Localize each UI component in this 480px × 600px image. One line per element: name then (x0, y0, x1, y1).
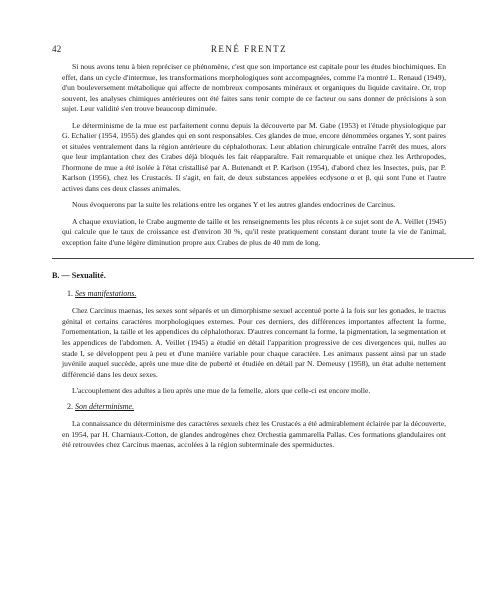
subsection-number: 1. (67, 288, 73, 298)
body-text (52, 62, 446, 451)
subsection-heading-2 (67, 402, 446, 413)
running-title: RENÉ FRENTZ (210, 44, 288, 54)
paragraph-growth: A chaque exuviation, le Crabe augmente de taille et les renseignements les plus récents à ce sujet sont de A. Veillet (1945) qui calcule que le taux de croissance est d'environ 30 %, qu'il reste pratiquement constant durant toute la vie de l'animal, exception faite d'une légère diminution propre aux Crabes de plus de 40 mm de long. (62, 216, 446, 247)
paragraph-endocrine-relations: Nous évoquerons par la suite les relations entre les organes Y et les autres glandes endocrines de Carcinus. (72, 200, 396, 210)
paragraph-sexual-dimorphism: Chez Carcinus maenas, les sexes sont séparés et un dimorphisme sexuel accentué porte à la fois sur les gonades, le tractus génital et certains caractères morphologiques externes. Pour ces derniers, des différences importantes affectent la forme, l'ornementation, la taille et les appendices du céphalothorax. D'autres concernant la forme, la pigmentation, la segmentation et les appendices de l'abdomen. A. Veillet (1945) a étudié en détail l'apparition progressive de ces divergences qui, nulles au stade I, se développent peu à peu et d'une manière variable pour chaque caractère. Les animaux passent ainsi par un stade juvénile auquel succède, après une mue dite de puberté et étudiée en détail par N. Demeusy (1958), un état adulte nettement différencié dans les deux sexes. (62, 306, 446, 379)
paragraph-androgenic-glands: La connaissance du déterminisme des caractères sexuels chez les Crustacés a été admirablement éclairée par la découverte, en 1954, par H. Charniaux-Cotton, de glandes androgènes chez Orchestia gammarella Pallas. Ces formations glandulaires ont été retrouvées chez Carcinus maenas, accolées à la région subterminale des spermiductes. (62, 419, 446, 450)
subsection-heading-1 (67, 289, 446, 300)
subsection-title: Ses manifestations. (75, 288, 137, 298)
section-heading: B. — Sexualité. (52, 271, 106, 281)
paragraph-mating: L'accouplement des adultes a lieu après une mue de la femelle, alors que celle-ci est encore molle. (72, 385, 371, 395)
paragraph-moult-importance: Si nous avons tenu à bien repréciser ce phénomène, c'est que son importance est capitale pour les études biochimiques. En effet, dans un cycle d'intermue, les transformations morphologiques sont accompagnées, comme l'a montré L. Renaud (1949), d'un bouleversement métabolique qui affecte de nombreux composants minéraux et organiques du liquide cavitaire. Or, trop souvent, les analyses chimiques antérieures ont été faites sans tenir compte de ce facteur ou sans donner de précisions à son sujet. Leur validité s'en trouve beaucoup diminuée. (62, 62, 446, 114)
section-divider (52, 258, 474, 259)
paragraph-moult-determinism: Le déterminisme de la mue est parfaitement connu depuis la découverte par M. Gabe (1953) et l'étude physiologique par G. Echalier (1954, 1955) des glandes qui en sont responsables. Ces glandes de mue, encore dénommées organes Y, sont paires et situées ventralement dans la région antérieure du céphalothorax. Leur ablation chirurgicale entraîne l'arrêt des mues, alors que leur implantation chez des Crabes déjà bloqués les fait réapparaître. Fait remarquable et unique chez les Arthropodes, l'hormone de mue a été isolée à l'état cristallisé par A. Butenandt et P. Karlson (1954), d'abord chez les Insectes, puis, par P. Karlson (1956), chez les Crustacés. Il s'agit, en fait, de deux substances appelées ecdysone α et β, qui sont l'une et l'autre actives dans ces deux classes animales. (62, 120, 446, 194)
subsection-number: 2. (67, 401, 73, 411)
subsection-title: Son déterminisme. (75, 401, 135, 411)
page-number: 42 (52, 44, 62, 54)
